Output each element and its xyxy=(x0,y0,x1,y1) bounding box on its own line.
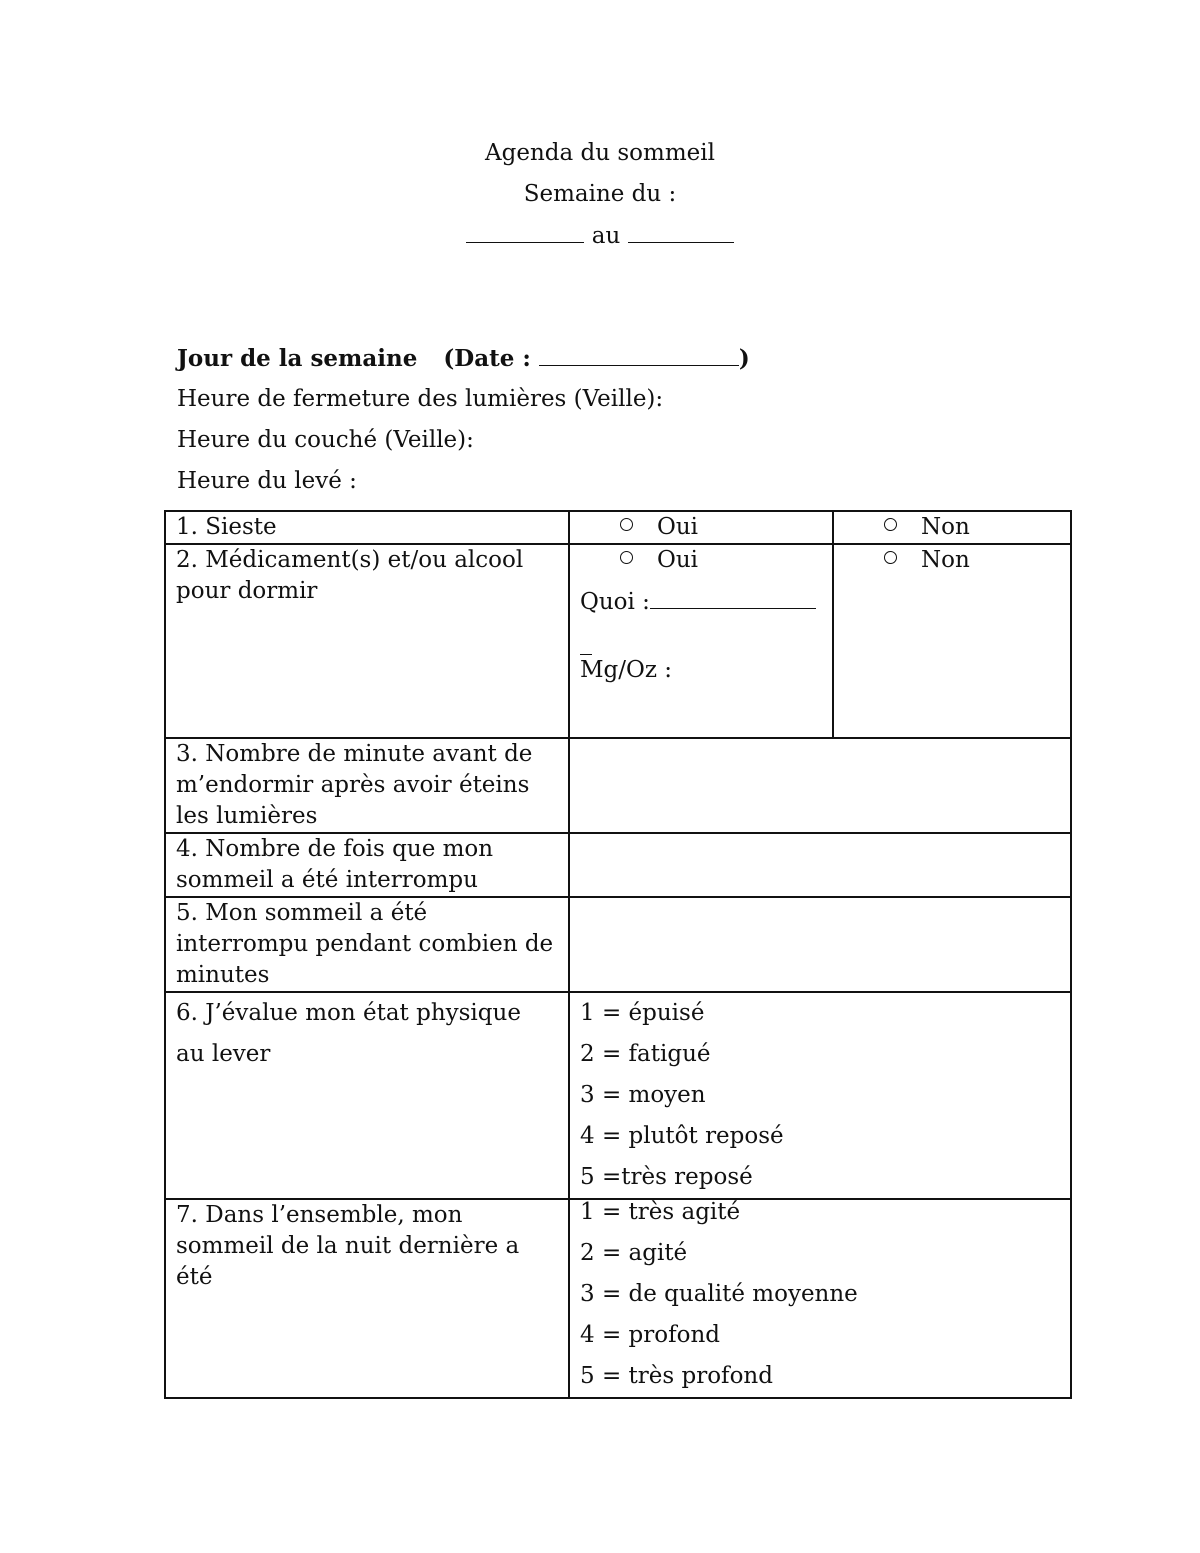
lights-off-label: Heure de fermeture des lumières (Veille): xyxy=(177,386,664,412)
scale-option: 4 = profond xyxy=(580,1322,720,1348)
physical-state-scale[interactable] xyxy=(569,992,1071,1199)
table-row xyxy=(165,833,1071,897)
physical-state-label-line2: au lever xyxy=(176,1041,271,1067)
day-heading xyxy=(177,345,750,372)
medication-yes-cell[interactable] xyxy=(569,544,833,738)
scale-option: 3 = de qualité moyenne xyxy=(580,1281,858,1307)
what-blank[interactable] xyxy=(650,586,816,609)
day-label: Jour de la semaine xyxy=(177,345,418,372)
nap-label: 1. Sieste xyxy=(165,511,569,544)
table-row xyxy=(165,1199,1071,1398)
table-row xyxy=(165,511,1071,544)
what-blank-continuation xyxy=(580,618,592,655)
scale-option: 4 = plutôt reposé xyxy=(580,1123,784,1149)
overall-sleep-label: 7. Dans l’ensemble, mon sommeil de la nuit dernière a été xyxy=(165,1199,569,1398)
date-blank[interactable] xyxy=(539,345,739,366)
radio-icon[interactable] xyxy=(620,551,633,564)
sleep-latency-answer[interactable] xyxy=(569,738,1071,833)
interruptions-count-label: 4. Nombre de fois que mon sommeil a été interrompu xyxy=(165,833,569,897)
radio-icon[interactable] xyxy=(884,551,897,564)
date-close: ) xyxy=(738,345,750,372)
date-label: (Date : xyxy=(443,345,531,372)
medication-yes-label: Oui xyxy=(657,547,699,573)
scale-option: 5 = très profond xyxy=(580,1363,773,1389)
sleep-diary-table xyxy=(164,510,1072,1399)
wake-time-label: Heure du levé : xyxy=(177,468,357,494)
nap-no-cell[interactable] xyxy=(833,511,1071,544)
scale-option: 1 = très agité xyxy=(580,1199,741,1225)
interruption-minutes-label: 5. Mon sommeil a été interrompu pendant combien de minutes xyxy=(165,897,569,992)
week-start-blank[interactable] xyxy=(466,222,584,243)
medication-no-cell[interactable] xyxy=(833,544,1071,738)
medication-label: 2. Médicament(s) et/ou alcool pour dormir xyxy=(165,544,569,738)
week-end-blank[interactable] xyxy=(628,222,734,243)
nap-yes-cell[interactable] xyxy=(569,511,833,544)
dose-label: Mg/Oz : xyxy=(580,657,673,683)
physical-state-label xyxy=(165,992,569,1199)
document-title: Agenda du sommeil xyxy=(485,140,715,166)
scale-option: 5 =très reposé xyxy=(580,1164,753,1190)
sleep-latency-label: 3. Nombre de minute avant de m’endormir après avoir éteins les lumières xyxy=(165,738,569,833)
range-separator: au xyxy=(591,223,621,249)
medication-no-label: Non xyxy=(921,547,970,573)
what-label: Quoi : xyxy=(580,589,650,615)
radio-icon[interactable] xyxy=(620,518,633,531)
physical-state-label-line1: 6. J’évalue mon état physique xyxy=(176,1000,521,1026)
scale-option: 3 = moyen xyxy=(580,1082,706,1108)
table-row xyxy=(165,897,1071,992)
table-row xyxy=(165,544,1071,738)
week-range xyxy=(0,222,1200,249)
nap-yes-label: Oui xyxy=(657,514,699,540)
week-label: Semaine du : xyxy=(523,181,677,207)
table-row xyxy=(165,992,1071,1199)
table-row xyxy=(165,738,1071,833)
scale-option: 2 = agité xyxy=(580,1240,688,1266)
radio-icon[interactable] xyxy=(884,518,897,531)
overall-sleep-scale[interactable] xyxy=(569,1199,1071,1398)
bedtime-label: Heure du couché (Veille): xyxy=(177,427,474,453)
interruptions-count-answer[interactable] xyxy=(569,833,1071,897)
nap-no-label: Non xyxy=(921,514,970,540)
scale-option: 1 = épuisé xyxy=(580,1000,705,1026)
scale-option: 2 = fatigué xyxy=(580,1041,711,1067)
interruption-minutes-answer[interactable] xyxy=(569,897,1071,992)
